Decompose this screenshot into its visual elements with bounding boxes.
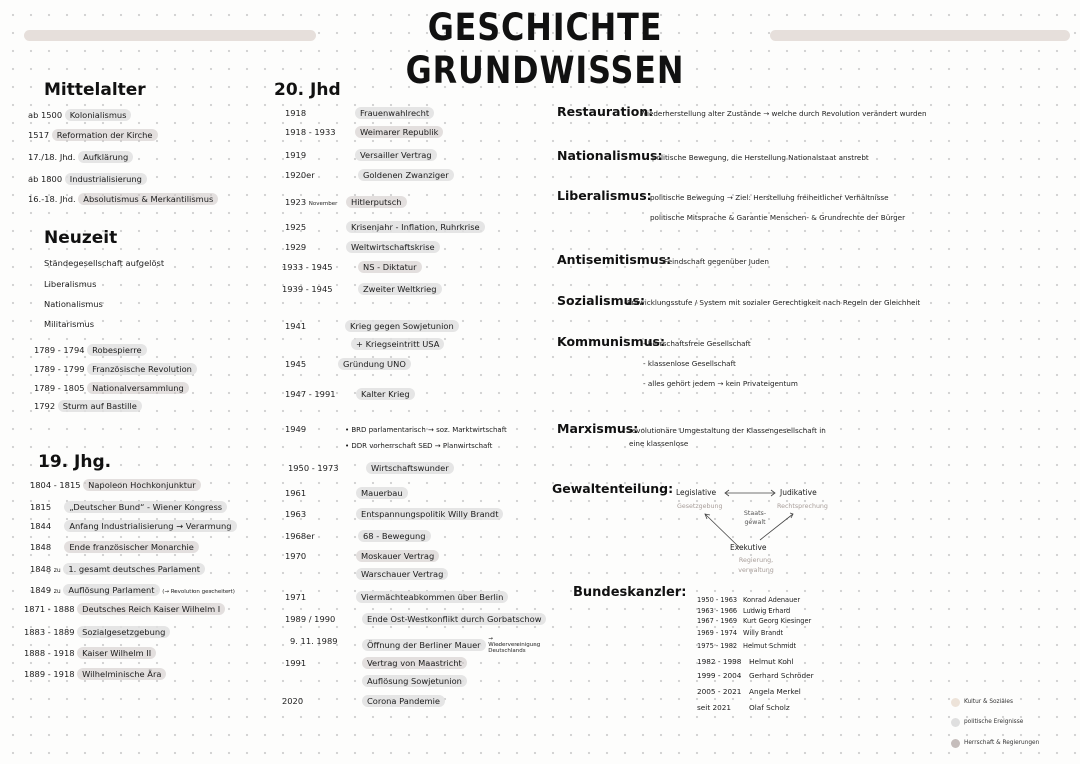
jhd20-date: 1963 <box>285 509 307 519</box>
concept-definition: Feindschaft gegenüber Juden <box>664 257 769 266</box>
jhd20-event: Versailler Vertrag <box>355 150 437 160</box>
mittelalter-item: 16.-18. Jhd. Absolutismus & Merkantilismus <box>28 194 218 204</box>
node-judikative: Judikative <box>780 488 817 497</box>
mittelalter-item: ab 1800 Industrialisierung <box>28 174 147 184</box>
jhd20-event: Krieg gegen Sowjetunion <box>345 321 459 331</box>
jhd20-date: 2020 <box>282 696 304 706</box>
jhd19-item: 1871 - 1888 Deutsches Reich Kaiser Wilhelm I <box>24 604 225 614</box>
legend-label: politische Ereignisse <box>964 719 1024 725</box>
concept-term: Sozialismus: <box>557 293 645 308</box>
jhd20-event: Hitlerputsch <box>346 197 407 207</box>
jhd20-date: 1971 <box>285 592 307 602</box>
jhd20-date: 1919 <box>285 150 307 160</box>
jhd20-date: 1939 - 1945 <box>282 284 333 294</box>
jhd20-event: Mauerbau <box>356 488 408 498</box>
neuzeit-event: 1789 - 1794 Robespierre <box>34 345 147 355</box>
legend-label: Kultur & Soziales <box>964 699 1013 705</box>
jhd20-event: Entspannungspolitik Willy Brandt <box>356 509 503 519</box>
jhd20-date: 1991 <box>285 658 307 668</box>
chancellor-row: 1950 - 1963 Konrad Adenauer <box>697 596 801 604</box>
term-gewaltenteilung: Gewaltenteilung: <box>552 481 674 496</box>
concept-term: Nationalismus: <box>557 148 663 163</box>
mittelalter-item: ab 1500 Kolonialismus <box>28 110 131 120</box>
jhd20-date: 1989 / 1990 <box>285 614 336 624</box>
jhd20-event: Gründung UNO <box>338 359 411 369</box>
jhd20-date: 1920er <box>285 170 315 180</box>
neuzeit-item: Nationalismus <box>44 299 103 309</box>
concept-definition: - alles gehört jedem → kein Privateigentum <box>643 379 798 388</box>
jhd19-item: 1849 zu Auflösung Parlament (→ Revolution gescheitert) <box>30 585 235 595</box>
jhd20-event: Krisenjahr - Inflation, Ruhrkrise <box>346 222 485 232</box>
jhd19-item: 1883 - 1889 Sozialgesetzgebung <box>24 627 170 637</box>
jhd20-event: Wirtschaftswunder <box>366 463 454 473</box>
heading-mittelalter: Mittelalter <box>44 80 146 100</box>
jhd20-event: 68 - Bewegung <box>358 531 431 541</box>
jhd20-date: 1918 <box>285 108 307 118</box>
neuzeit-event: 1789 - 1799 Französische Revolution <box>34 364 197 374</box>
jhd20-event: Corona Pandemie <box>362 696 445 706</box>
jhd19-item: 1815 „Deutscher Bund“ - Wiener Kongress <box>30 502 227 512</box>
jhd20-date: 9. 11. 1989 <box>290 636 338 646</box>
jhd20-event: Öffnung der Berliner Mauer → Wiedervereinigung Deutschlands <box>362 636 546 654</box>
concept-definition: - klassenlose Gesellschaft <box>643 359 736 368</box>
node-exekutive: Exekutive <box>730 543 767 552</box>
jhd20-date: 1933 - 1945 <box>282 262 333 272</box>
term-bundeskanzler: Bundeskanzler: <box>573 585 687 600</box>
node-judikative-sub: Rechtsprechung <box>777 503 828 510</box>
neuzeit-item: Liberalismus <box>44 279 97 289</box>
legend-swatch <box>951 698 960 707</box>
jhd20-event: Weimarer Republik <box>355 127 443 137</box>
neuzeit-item: Ständegesellschaft aufgelöst <box>44 258 165 268</box>
chancellor-row: seit 2021 Olaf Scholz <box>697 703 790 712</box>
concept-definition: - herrschaftsfreie Gesellschaft <box>643 339 751 348</box>
jhd20-date: 1929 <box>285 242 307 252</box>
jhd20-date: 1961 <box>285 488 307 498</box>
chancellor-row: 1999 - 2004 Gerhard Schröder <box>697 671 814 680</box>
jhd20-event-line2: + Kriegseintritt USA <box>351 339 444 349</box>
chancellor-row: 1969 - 1974 Willy Brandt <box>697 629 784 637</box>
chancellor-row: 1967 - 1969 Kurt Georg Kiesinger <box>697 617 812 625</box>
jhd20-event: Frauenwahlrecht <box>355 108 434 118</box>
concept-definition: Entwicklungsstufe / System mit sozialer Gerechtigkeit nach Regeln der Gleichheit <box>627 298 921 307</box>
concept-term: Kommunismus: <box>557 334 665 349</box>
jhd20-event-line2: Warschauer Vertrag <box>356 569 448 579</box>
jhd20-date: 1945 <box>285 359 307 369</box>
concept-term: Marxismus: <box>557 421 639 436</box>
heading-19-jhd: 19. Jhg. <box>38 452 112 472</box>
neuzeit-item: Militarismus <box>44 319 95 329</box>
chancellor-row: 2005 - 2021 Angela Merkel <box>697 687 801 696</box>
page-title: GESCHICHTE GRUNDWISSEN <box>405 6 685 92</box>
concept-term: Restauration: <box>557 104 654 119</box>
jhd20-event: Kalter Krieg <box>356 389 415 399</box>
jhd20-event: Moskauer Vertrag <box>356 551 439 561</box>
node-legislative-sub: Gesetzgebung <box>677 503 723 510</box>
jhd20-date: 1925 <box>285 222 307 232</box>
jhd20-date: 1970 <box>285 551 307 561</box>
concept-term: Antisemitismus: <box>557 252 672 267</box>
concept-definition: eine klassenlose <box>629 439 689 448</box>
jhd20-event: Ende Ost-Westkonflikt durch Gorbatschow <box>362 614 546 624</box>
jhd20-event: Viermächteabkommen über Berlin <box>356 592 508 602</box>
concept-term: Liberalismus: <box>557 188 652 203</box>
concept-definition: politische Mitsprache & Garantie Menschen- & Grundrechte der Bürger <box>650 213 906 222</box>
concept-definition: Wiederherstellung alter Zustände → welche durch Revolution verändert wurden <box>640 109 927 118</box>
jhd20-event-line2: • DDR vorherrschaft SED → Planwirtschaft <box>345 442 493 450</box>
jhd20-event: Goldenen Zwanziger <box>358 170 454 180</box>
jhd20-date: 1950 - 1973 <box>288 463 339 473</box>
jhd20-event: Weltwirtschaftskrise <box>346 242 440 252</box>
mittelalter-item: 1517 Reformation der Kirche <box>28 130 158 140</box>
heading-neuzeit: Neuzeit <box>44 228 118 248</box>
jhd20-event: Vertrag von Maastricht <box>362 658 467 668</box>
jhd20-event-line2: Auflösung Sowjetunion <box>362 676 467 686</box>
jhd19-item: 1889 - 1918 Wilhelminische Ära <box>24 669 166 679</box>
heading-20-jhd: 20. Jhd <box>274 80 341 100</box>
mittelalter-item: 17./18. Jhd. Aufklärung <box>28 152 133 162</box>
node-legislative: Legislative <box>676 488 717 497</box>
jhd20-event: Zweiter Weltkrieg <box>358 284 442 294</box>
concept-definition: revolutionäre Umgestaltung der Klassengesellschaft in <box>629 426 826 435</box>
legend-label: Herrschaft & Regierungen <box>964 740 1040 746</box>
jhd19-item: 1848 zu 1. gesamt deutsches Parlament <box>30 564 205 574</box>
jhd20-date: 1947 - 1991 <box>285 389 336 399</box>
jhd19-item: 1804 - 1815 Napoleon Hochkonjunktur <box>30 480 201 490</box>
chancellor-row: 1963 - 1966 Ludwig Erhard <box>697 607 791 615</box>
neuzeit-event: 1792 Sturm auf Bastille <box>34 401 142 411</box>
jhd20-date: 1923 November <box>285 197 338 207</box>
jhd20-date: 1968er <box>285 531 315 541</box>
jhd19-item: 1848 Ende französischer Monarchie <box>30 542 199 552</box>
chancellor-row: 1982 - 1998 Helmut Kohl <box>697 657 794 666</box>
node-exekutive-sub: Regierung, verwaltung <box>738 557 774 574</box>
concept-definition: politische Bewegung → Ziel: Herstellung freiheitlicher Verhältnisse <box>650 193 889 202</box>
jhd20-event: • BRD parlamentarisch → soz. Marktwirtschaft <box>345 426 507 434</box>
legend-swatch <box>951 739 960 748</box>
node-staatsgewalt: Staats-gewalt <box>743 510 767 526</box>
jhd20-date: 1918 - 1933 <box>285 127 336 137</box>
concept-definition: politische Bewegung, die Herstellung Nationalstaat anstrebt <box>652 153 869 162</box>
chancellor-row: 1975 - 1982 Helmut Schmidt <box>697 642 797 650</box>
legend-swatch <box>951 718 960 727</box>
jhd20-date: 1949 <box>285 424 307 434</box>
jhd19-item: 1888 - 1918 Kaiser Wilhelm II <box>24 648 156 658</box>
jhd19-item: 1844 Anfang Industrialisierung → Verarmung <box>30 521 237 531</box>
jhd20-event: NS - Diktatur <box>358 262 422 272</box>
jhd20-date: 1941 <box>285 321 307 331</box>
neuzeit-event: 1789 - 1805 Nationalversammlung <box>34 383 189 393</box>
